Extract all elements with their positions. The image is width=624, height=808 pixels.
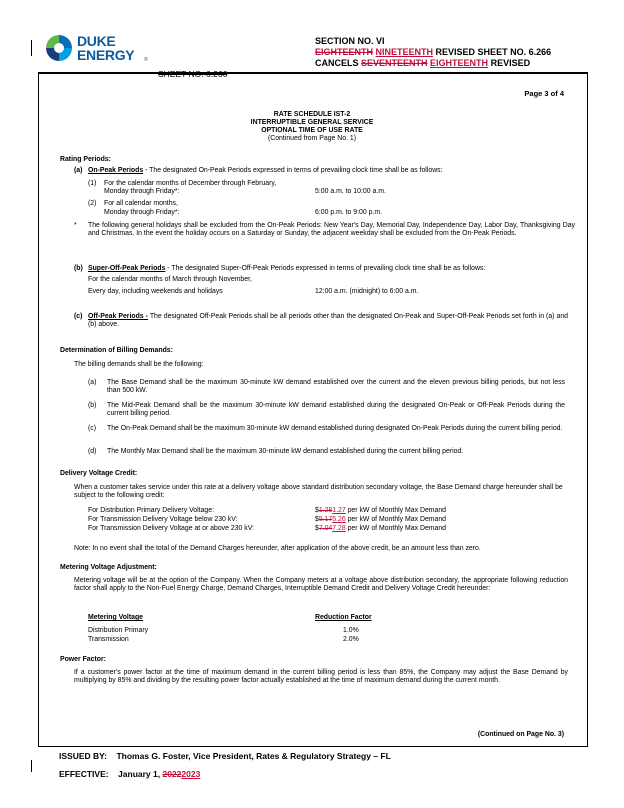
off-peak-label: (c) [74,313,83,320]
billing-item-d-label: (d) [88,448,97,455]
delivery-note: Note: In no event shall the total of the Demand Charges hereunder, after application of the above credit, be an amount less than zero. [74,545,481,552]
delivery-credit-intro: When a customer takes service under this rate at a delivery voltage above standard distribution secondary voltage, the Base Demand charge hereunder shall be subject to the following credit: [74,484,563,500]
delivery-row-1-label: For Distribution Primary Delivery Voltage: [88,507,214,514]
delivery-row-1-value: $1.281.27 per kW of Monthly Max Demand [315,507,447,514]
duke-energy-logo [44,33,154,67]
on-peak-item-1-line1: For the calendar months of December through February, [104,180,277,187]
delivery-row-2-value: $5.175.26 per kW of Monthly Max Demand [315,516,447,523]
metering-col-voltage: Metering Voltage [88,614,144,621]
power-factor-text: If a customer's power factor at the time of maximum demand in the current billing period is less than 85%, the Company may adjust the Base Demand by multiplying by 85% and dividing by the resulting power factor actually established at the time of maximum demand during the current month. [74,669,568,685]
metering-row-1-voltage: Distribution Primary [88,627,149,634]
revised-sheet-line [315,47,551,59]
page-number: Page 3 of 4 [524,89,564,98]
issued-label: ISSUED BY: [59,751,108,761]
delivery-row-2-label: For Transmission Delivery Voltage below 230 kV: [88,516,238,523]
issued-by-line [59,751,391,761]
effective-label: EFFECTIVE: [59,769,109,779]
metering-text: Metering voltage will be at the option of the Company. When the Company meters at a voltage above distribution secondary, the appropriate following reduction factor shall apply to the Non-Fuel Energy Charge, Demand Charges, Interruptible Demand Credit and Delivery Voltage Credit hereunder: [74,577,568,593]
revision-new: NINETEENTH [375,47,434,57]
service-title: INTERRUPTIBLE GENERAL SERVICE [250,119,374,126]
cancels-old: SEVENTEENTH [361,58,428,68]
on-peak-label: (a) [74,167,83,174]
billing-item-a-text: The Base Demand shall be the maximum 30-minute kW demand established over the current and the eleven previous billing periods, but not less than 500 kW. [107,379,565,395]
metering-row-2-voltage: Transmission [88,636,129,643]
super-off-peak-label: (b) [74,265,83,272]
super-off-peak-days: Every day, including weekends and holidays [88,288,223,295]
metering-heading: Metering Voltage Adjustment: [60,564,157,571]
delivery-row-3-label: For Transmission Delivery Voltage at or above 230 kV: [88,525,254,532]
cancels-new: EIGHTEENTH [430,58,489,68]
on-peak-item-1-line2: Monday through Friday*: [104,188,180,195]
on-peak-item-1-num: (1) [88,180,97,187]
effective-line [59,769,200,779]
billing-demands-intro: The billing demands shall be the following: [74,361,204,368]
billing-item-d-text: The Monthly Max Demand shall be the maximum 30-minute kW demand established during the current billing period. [107,448,464,455]
metering-row-2-factor: 2.0% [343,636,359,643]
change-bar [31,40,32,56]
effective-date-prefix: January 1, [118,769,163,779]
billing-demands-heading: Determination of Billing Demands: [60,347,173,354]
cancels-rest: REVISED [488,58,531,68]
holiday-note: The following general holidays shall be excluded from the On-Peak Periods: New Year's Day, Memorial Day, Independence Day, Labor Day, Thanksgiving Day and Christmas. In the event the holiday occurs on a Saturday or Sunday, the adjacent weekday shall be excluded from the On-Peak Periods. [88,222,575,238]
super-off-peak-time: 12:00 a.m. (midnight) to 6:00 a.m. [315,288,419,295]
on-peak-item-2-line1: For all calendar months, [104,200,178,207]
section-number: SECTION NO. VI [315,36,385,46]
on-peak-item-2-num: (2) [88,200,97,207]
billing-item-b-label: (b) [88,402,97,409]
super-off-peak-line: Super-Off-Peak Periods - The designated Super-Off-Peak Periods expressed in terms of prevailing clock time shall be as follows: [88,265,486,272]
billing-item-a-label: (a) [88,379,97,386]
logo-word-energy: ENERGY [77,47,135,63]
continued-on: (Continued on Page No. 3) [477,731,564,738]
effective-year-old: 2022 [162,769,182,779]
revised-sheet-rest: REVISED SHEET NO. 6.266 [433,47,552,57]
metering-col-factor: Reduction Factor [315,614,372,621]
on-peak-line: On-Peak Periods - The designated On-Peak Periods expressed in terms of prevailing clock time shall be as follows: [88,167,443,174]
cancelled-sheet-number: SHEET NO. 6.266 [158,69,228,79]
on-peak-item-1-time: 5:00 a.m. to 10:00 a.m. [315,188,386,195]
issued-by-name: Thomas G. Foster, Vice President, Rates & Regulatory Strategy – FL [116,751,391,761]
cancels-line [315,58,530,70]
logo-registered-mark: ® [144,57,148,63]
rating-periods-heading: Rating Periods: [60,156,111,163]
delivery-credit-heading: Delivery Voltage Credit: [60,470,138,477]
duke-energy-logo-mark-icon [44,33,74,63]
billing-item-c-text: The On-Peak Demand shall be the maximum 30-minute kW demand established during designated On-Peak Periods during the current billing period. [107,425,563,432]
change-bar [31,760,32,772]
rate-option-title: OPTIONAL TIME OF USE RATE [261,127,363,134]
billing-item-c-label: (c) [88,425,97,432]
power-factor-heading: Power Factor: [60,656,106,663]
logo-word-duke: DUKE [77,33,116,49]
metering-row-1-factor: 1.0% [343,627,359,634]
on-peak-item-2-time: 6:00 p.m. to 9:00 p.m. [315,209,383,216]
delivery-row-3-value: $7.047.28 per kW of Monthly Max Demand [315,525,447,532]
billing-item-b-text: The Mid-Peak Demand shall be the maximum 30-minute kW demand established during the designated On-Peak or Off-Peak Periods during the current billing period. [107,402,565,418]
continued-from: (Continued from Page No. 1) [267,135,357,142]
cancels-pre: CANCELS [315,58,362,68]
effective-year-new: 2023 [181,769,201,779]
off-peak-text: Off-Peak Periods - The designated Off-Peak Periods shall be all periods other than the designated On-Peak and Super-Off-Peak Periods set forth in (a) and (b) above. [88,313,568,329]
holiday-asterisk: * [74,222,77,229]
rate-schedule-title: RATE SCHEDULE IST-2 [273,111,351,118]
super-off-peak-months: For the calendar months of March through November, [88,276,252,283]
on-peak-item-2-line2: Monday through Friday*: [104,209,180,216]
revision-old: EIGHTEENTH [315,47,374,57]
